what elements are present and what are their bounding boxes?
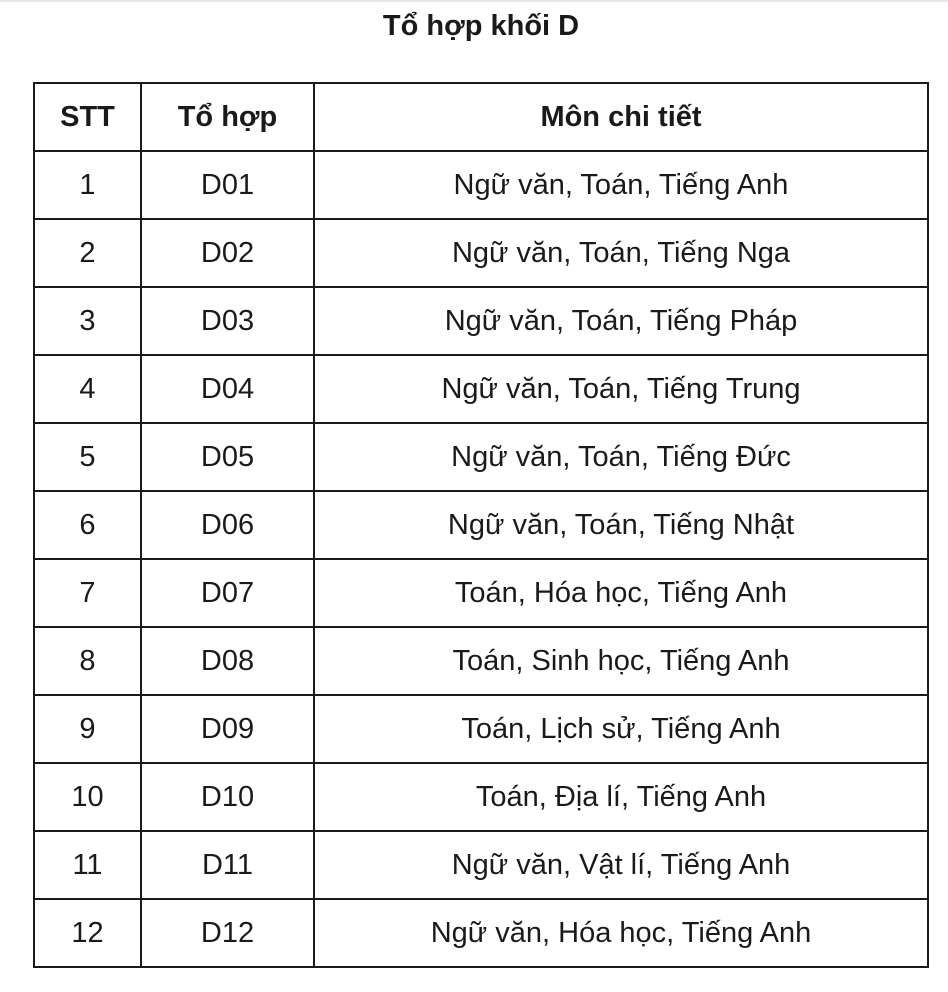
table-row <box>34 355 928 423</box>
table-row <box>34 423 928 491</box>
table-row <box>34 219 928 287</box>
cell-code: D09 <box>141 695 314 763</box>
cell-stt: 2 <box>34 219 141 287</box>
column-header-stt: STT <box>34 83 141 151</box>
table-row <box>34 151 928 219</box>
column-header-combination: Tổ hợp <box>141 83 314 151</box>
cell-code: D12 <box>141 899 314 967</box>
table-header-row <box>34 83 928 151</box>
cell-stt: 4 <box>34 355 141 423</box>
cell-stt: 9 <box>34 695 141 763</box>
page-title: Tổ hợp khối D <box>382 10 580 42</box>
cell-subjects: Ngữ văn, Hóa học, Tiếng Anh <box>314 899 928 967</box>
table-row <box>34 695 928 763</box>
cell-stt: 10 <box>34 763 141 831</box>
cell-code: D01 <box>141 151 314 219</box>
cell-code: D02 <box>141 219 314 287</box>
cell-subjects: Toán, Lịch sử, Tiếng Anh <box>314 695 928 763</box>
cell-subjects: Toán, Hóa học, Tiếng Anh <box>314 559 928 627</box>
cell-code: D08 <box>141 627 314 695</box>
cell-code: D03 <box>141 287 314 355</box>
cell-subjects: Ngữ văn, Toán, Tiếng Anh <box>314 151 928 219</box>
table-row <box>34 831 928 899</box>
table-row <box>34 627 928 695</box>
cell-subjects: Ngữ văn, Toán, Tiếng Đức <box>314 423 928 491</box>
combination-table <box>33 82 929 968</box>
cell-code: D04 <box>141 355 314 423</box>
cell-subjects: Ngữ văn, Toán, Tiếng Nhật <box>314 491 928 559</box>
cell-code: D06 <box>141 491 314 559</box>
cell-code: D11 <box>141 831 314 899</box>
cell-stt: 12 <box>34 899 141 967</box>
cell-stt: 3 <box>34 287 141 355</box>
cell-subjects: Ngữ văn, Toán, Tiếng Pháp <box>314 287 928 355</box>
cell-stt: 11 <box>34 831 141 899</box>
cell-subjects: Ngữ văn, Vật lí, Tiếng Anh <box>314 831 928 899</box>
cell-subjects: Toán, Địa lí, Tiếng Anh <box>314 763 928 831</box>
cell-code: D07 <box>141 559 314 627</box>
cell-code: D05 <box>141 423 314 491</box>
cell-code: D10 <box>141 763 314 831</box>
table-row <box>34 491 928 559</box>
table-row <box>34 559 928 627</box>
cell-stt: 5 <box>34 423 141 491</box>
column-header-subjects: Môn chi tiết <box>314 83 928 151</box>
table-row <box>34 763 928 831</box>
cell-stt: 7 <box>34 559 141 627</box>
cell-stt: 8 <box>34 627 141 695</box>
table-row <box>34 287 928 355</box>
cell-subjects: Ngữ văn, Toán, Tiếng Trung <box>314 355 928 423</box>
cell-stt: 6 <box>34 491 141 559</box>
cell-subjects: Toán, Sinh học, Tiếng Anh <box>314 627 928 695</box>
top-divider <box>0 0 948 2</box>
cell-subjects: Ngữ văn, Toán, Tiếng Nga <box>314 219 928 287</box>
cell-stt: 1 <box>34 151 141 219</box>
table-row <box>34 899 928 967</box>
